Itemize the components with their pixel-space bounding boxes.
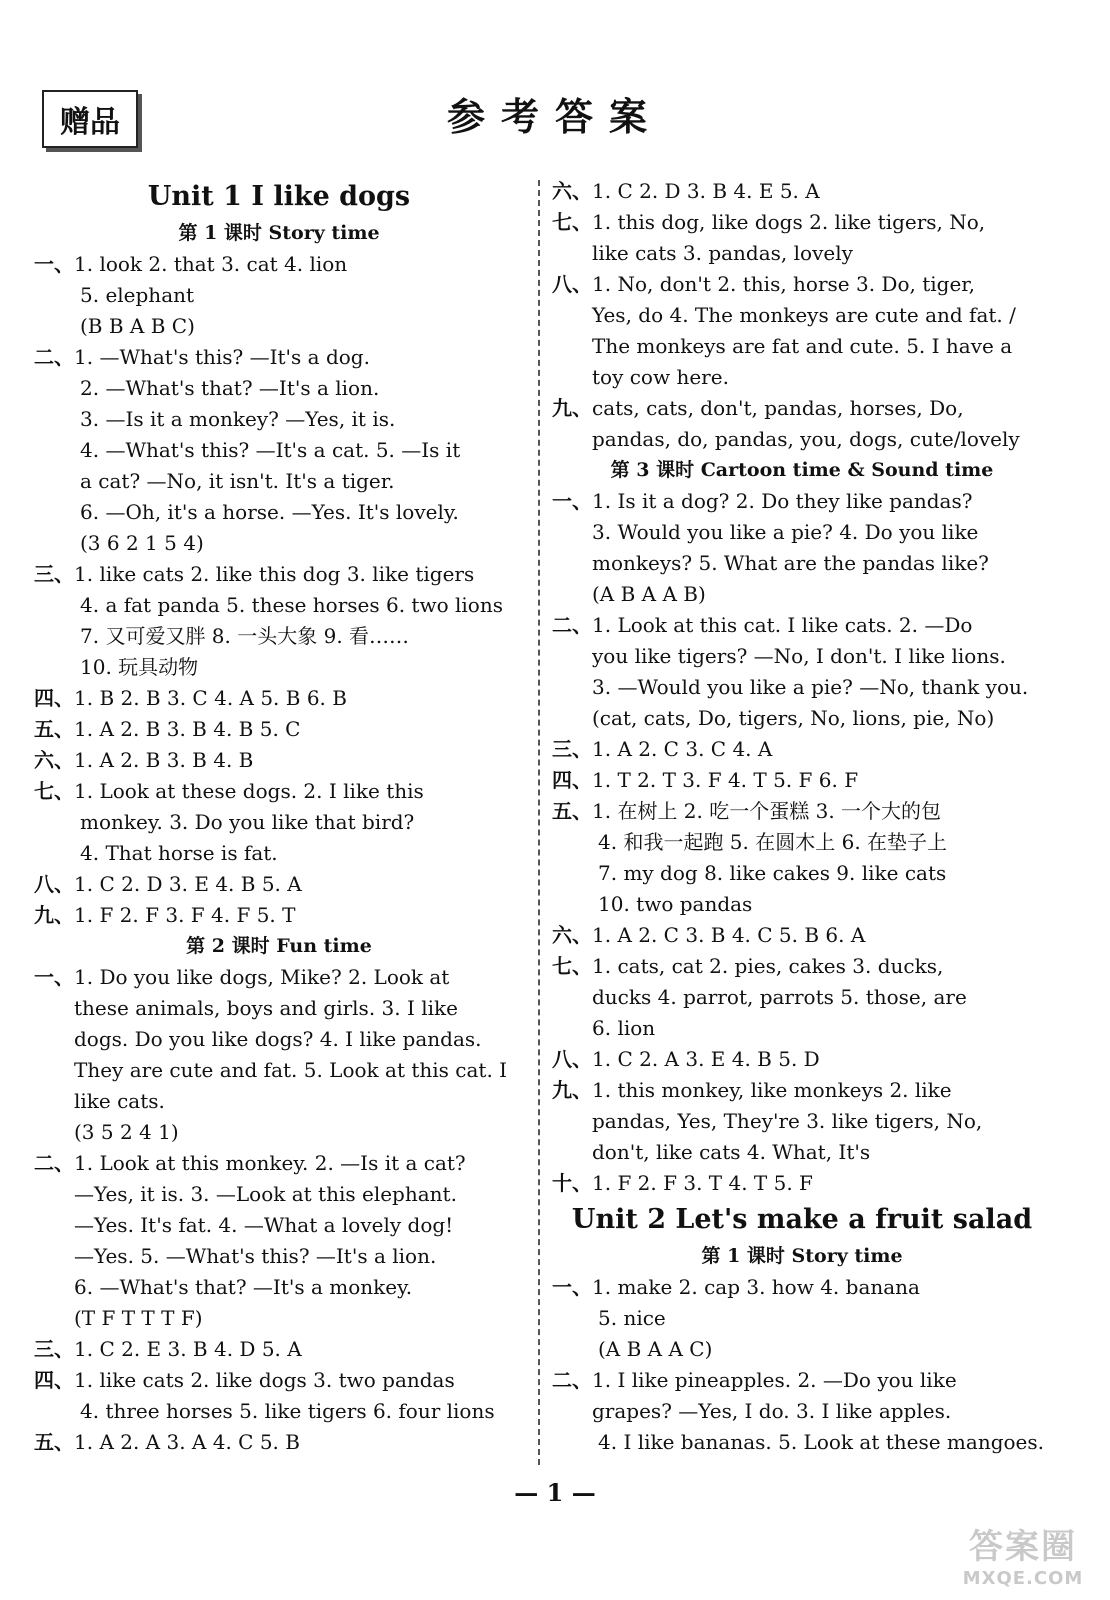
- answer-line: [34, 1334, 524, 1365]
- answer-line: like cats 3. pandas, lovely: [592, 241, 853, 265]
- answer-line: 4. three horses 5. like tigers 6. four lions: [80, 1399, 495, 1423]
- section-number: 九、: [34, 903, 74, 927]
- answer-line: —Yes. 5. —What's this? —It's a lion.: [74, 1244, 437, 1268]
- section-number: 三、: [552, 737, 592, 761]
- section-number: 九、: [552, 1078, 592, 1102]
- answer-text: 1. make 2. cap 3. how 4. banana: [592, 1275, 920, 1299]
- answer-line: [552, 734, 1052, 765]
- unit-heading: Unit 1 I like dogs: [147, 181, 411, 212]
- page-number: — 1 —: [514, 1478, 596, 1507]
- answer-line: [552, 610, 1052, 641]
- watermark-logo: [948, 1514, 1098, 1594]
- answer-text: 1. A 2. B 3. B 4. B: [74, 748, 254, 772]
- answer-line: 7. my dog 8. like cakes 9. like cats: [598, 861, 947, 885]
- answer-text: 1. this dog, like dogs 2. like tigers, No,: [592, 210, 986, 234]
- answer-line: monkeys? 5. What are the pandas like?: [592, 551, 989, 575]
- answer-line: [552, 176, 1052, 207]
- answer-line: [552, 393, 1052, 424]
- answer-text: 1. A 2. C 3. C 4. A: [592, 737, 773, 761]
- answer-line: [34, 900, 524, 931]
- answer-line: [552, 1044, 1052, 1075]
- lesson-heading: 第 2 课时 Fun time: [186, 935, 372, 957]
- answer-text: 1. like cats 2. like dogs 3. two pandas: [74, 1368, 455, 1392]
- watermark-url: MXQE.COM: [962, 1568, 1084, 1589]
- answer-text: 1. this monkey, like monkeys 2. like: [592, 1078, 952, 1102]
- answer-line: 4. a fat panda 5. these horses 6. two lions: [80, 593, 503, 617]
- section-number: 三、: [34, 1337, 74, 1361]
- answer-line: [552, 920, 1052, 951]
- answer-text: 1. A 2. B 3. B 4. B 5. C: [74, 717, 301, 741]
- answer-text: 1. C 2. D 3. E 4. B 5. A: [74, 872, 302, 896]
- section-number: 四、: [552, 768, 592, 792]
- answer-line: monkey. 3. Do you like that bird?: [80, 810, 415, 834]
- section-number: 二、: [552, 1368, 592, 1392]
- answer-line: you like tigers? —No, I don't. I like lions.: [592, 644, 1006, 668]
- section-number: 一、: [552, 489, 592, 513]
- answer-line: 6. lion: [592, 1016, 656, 1040]
- answer-text: 1. I like pineapples. 2. —Do you like: [592, 1368, 957, 1392]
- lesson-heading: 第 1 课时 Story time: [701, 1245, 903, 1267]
- answer-text: cats, cats, don't, pandas, horses, Do,: [592, 396, 964, 420]
- answer-line: [34, 342, 524, 373]
- lesson-heading: 第 3 课时 Cartoon time & Sound time: [610, 459, 994, 481]
- section-number: 五、: [34, 717, 74, 741]
- answer-text: 1. Do you like dogs, Mike? 2. Look at: [74, 965, 450, 989]
- answer-line: (A B A A B): [592, 582, 706, 606]
- answer-line: ducks 4. parrot, parrots 5. those, are: [592, 985, 967, 1009]
- answer-line: a cat? —No, it isn't. It's a tiger.: [80, 469, 395, 493]
- section-number: 八、: [552, 1047, 592, 1071]
- answer-text: 1. 在树上 2. 吃一个蛋糕 3. 一个大的包: [592, 799, 942, 823]
- answer-line: 5. elephant: [80, 283, 195, 307]
- answer-text: 1. like cats 2. like this dog 3. like tigers: [74, 562, 475, 586]
- section-number: 六、: [552, 179, 592, 203]
- answer-line: [552, 1365, 1052, 1396]
- answer-line: 6. —Oh, it's a horse. —Yes. It's lovely.: [80, 500, 459, 524]
- section-number: 四、: [34, 686, 74, 710]
- answer-text: 1. B 2. B 3. C 4. A 5. B 6. B: [74, 686, 347, 710]
- answer-line: [552, 796, 1052, 827]
- answer-line: like cats.: [74, 1089, 165, 1113]
- answer-line: [34, 1148, 524, 1179]
- section-number: 五、: [552, 799, 592, 823]
- gift-badge: 赠品: [42, 90, 138, 148]
- answer-text: 1. F 2. F 3. F 4. F 5. T: [74, 903, 296, 927]
- answer-line: [552, 1075, 1052, 1106]
- section-number: 七、: [552, 210, 592, 234]
- section-number: 五、: [34, 1430, 74, 1454]
- right-column: [552, 176, 1052, 1458]
- section-number: 七、: [552, 954, 592, 978]
- answer-line: 7. 又可爱又胖 8. 一头大象 9. 看……: [80, 624, 410, 648]
- answer-line: (B B A B C): [80, 314, 195, 338]
- section-number: 六、: [552, 923, 592, 947]
- answer-line: 4. I like bananas. 5. Look at these mangoes.: [598, 1430, 1044, 1454]
- answer-line: grapes? —Yes, I do. 3. I like apples.: [592, 1399, 952, 1423]
- answer-line: —Yes. It's fat. 4. —What a lovely dog!: [74, 1213, 454, 1237]
- answer-line: 10. 玩具动物: [80, 655, 199, 679]
- section-number: 四、: [34, 1368, 74, 1392]
- answer-line: [34, 1427, 524, 1458]
- answer-line: [552, 269, 1052, 300]
- answer-text: 1. F 2. F 3. T 4. T 5. F: [592, 1171, 813, 1195]
- answer-line: [34, 962, 524, 993]
- section-number: 十、: [552, 1171, 592, 1195]
- answer-text: 1. A 2. A 3. A 4. C 5. B: [74, 1430, 300, 1454]
- section-number: 九、: [552, 396, 592, 420]
- answer-text: 1. cats, cat 2. pies, cakes 3. ducks,: [592, 954, 944, 978]
- answer-line: pandas, Yes, They're 3. like tigers, No,: [592, 1109, 983, 1133]
- answer-line: [34, 776, 524, 807]
- answer-text: 1. Look at these dogs. 2. I like this: [74, 779, 424, 803]
- answer-line: 3. Would you like a pie? 4. Do you like: [592, 520, 979, 544]
- answer-text: 1. Is it a dog? 2. Do they like pandas?: [592, 489, 973, 513]
- answer-line: 4. That horse is fat.: [80, 841, 278, 865]
- answer-line: [552, 207, 1052, 238]
- answer-line: 6. —What's that? —It's a monkey.: [74, 1275, 413, 1299]
- answer-line: Yes, do 4. The monkeys are cute and fat. /: [592, 303, 1016, 327]
- answer-line: 4. —What's this? —It's a cat. 5. —Is it: [80, 438, 461, 462]
- answer-line: 4. 和我一起跑 5. 在圆木上 6. 在垫子上: [598, 830, 948, 854]
- section-number: 八、: [552, 272, 592, 296]
- page-title: 参考答案: [446, 95, 663, 139]
- section-number: 一、: [552, 1275, 592, 1299]
- answer-line: —Yes, it is. 3. —Look at this elephant.: [74, 1182, 457, 1206]
- answer-line: [552, 951, 1052, 982]
- answer-line: don't, like cats 4. What, It's: [592, 1140, 871, 1164]
- unit-heading: Unit 2 Let's make a fruit salad: [571, 1204, 1033, 1235]
- answer-line: [34, 1365, 524, 1396]
- section-number: 一、: [34, 965, 74, 989]
- answer-text: 1. Look at this cat. I like cats. 2. —Do: [592, 613, 973, 637]
- section-number: 二、: [34, 345, 74, 369]
- section-number: 六、: [34, 748, 74, 772]
- answer-line: (T F T T T F): [74, 1306, 203, 1330]
- answer-line: [552, 486, 1052, 517]
- answer-line: 3. —Is it a monkey? —Yes, it is.: [80, 407, 396, 431]
- answer-line: toy cow here.: [592, 365, 729, 389]
- answer-text: 1. —What's this? —It's a dog.: [74, 345, 370, 369]
- answer-text: 1. C 2. A 3. E 4. B 5. D: [592, 1047, 820, 1071]
- answer-line: [34, 249, 524, 280]
- answer-line: 5. nice: [598, 1306, 666, 1330]
- answer-line: [34, 745, 524, 776]
- answer-line: [34, 559, 524, 590]
- answer-line: (3 6 2 1 5 4): [80, 531, 204, 555]
- column-divider: [538, 180, 540, 1465]
- answer-line: [552, 765, 1052, 796]
- section-number: 三、: [34, 562, 74, 586]
- section-number: 二、: [34, 1151, 74, 1175]
- answer-line: [552, 1272, 1052, 1303]
- answer-line: (3 5 2 4 1): [74, 1120, 179, 1144]
- left-column: [34, 176, 524, 1458]
- answer-line: 2. —What's that? —It's a lion.: [80, 376, 380, 400]
- answer-line: 10. two pandas: [598, 892, 753, 916]
- answer-line: pandas, do, pandas, you, dogs, cute/lovely: [592, 427, 1020, 451]
- section-number: 一、: [34, 252, 74, 276]
- answer-text: 1. Look at this monkey. 2. —Is it a cat?: [74, 1151, 466, 1175]
- section-number: 二、: [552, 613, 592, 637]
- answer-line: [34, 714, 524, 745]
- section-number: 七、: [34, 779, 74, 803]
- lesson-heading: 第 1 课时 Story time: [178, 222, 380, 244]
- answer-text: 1. look 2. that 3. cat 4. lion: [74, 252, 348, 276]
- answer-line: [34, 683, 524, 714]
- answer-line: They are cute and fat. 5. Look at this cat. I: [74, 1058, 508, 1082]
- answer-line: The monkeys are fat and cute. 5. I have a: [592, 334, 1013, 358]
- answer-line: (cat, cats, Do, tigers, No, lions, pie, No): [592, 706, 995, 730]
- answer-line: these animals, boys and girls. 3. I like: [74, 996, 458, 1020]
- answer-text: 1. C 2. E 3. B 4. D 5. A: [74, 1337, 302, 1361]
- answer-text: 1. C 2. D 3. B 4. E 5. A: [592, 179, 820, 203]
- answer-line: dogs. Do you like dogs? 4. I like pandas.: [74, 1027, 482, 1051]
- answer-line: (A B A A C): [598, 1337, 713, 1361]
- section-number: 八、: [34, 872, 74, 896]
- answer-text: 1. A 2. C 3. B 4. C 5. B 6. A: [592, 923, 866, 947]
- answer-text: 1. No, don't 2. this, horse 3. Do, tiger,: [592, 272, 976, 296]
- watermark-text: 答案圈: [969, 1527, 1077, 1567]
- answer-text: 1. T 2. T 3. F 4. T 5. F 6. F: [592, 768, 859, 792]
- answer-line: [552, 1168, 1052, 1199]
- answer-line: 3. —Would you like a pie? —No, thank you.: [592, 675, 1029, 699]
- answer-line: [34, 869, 524, 900]
